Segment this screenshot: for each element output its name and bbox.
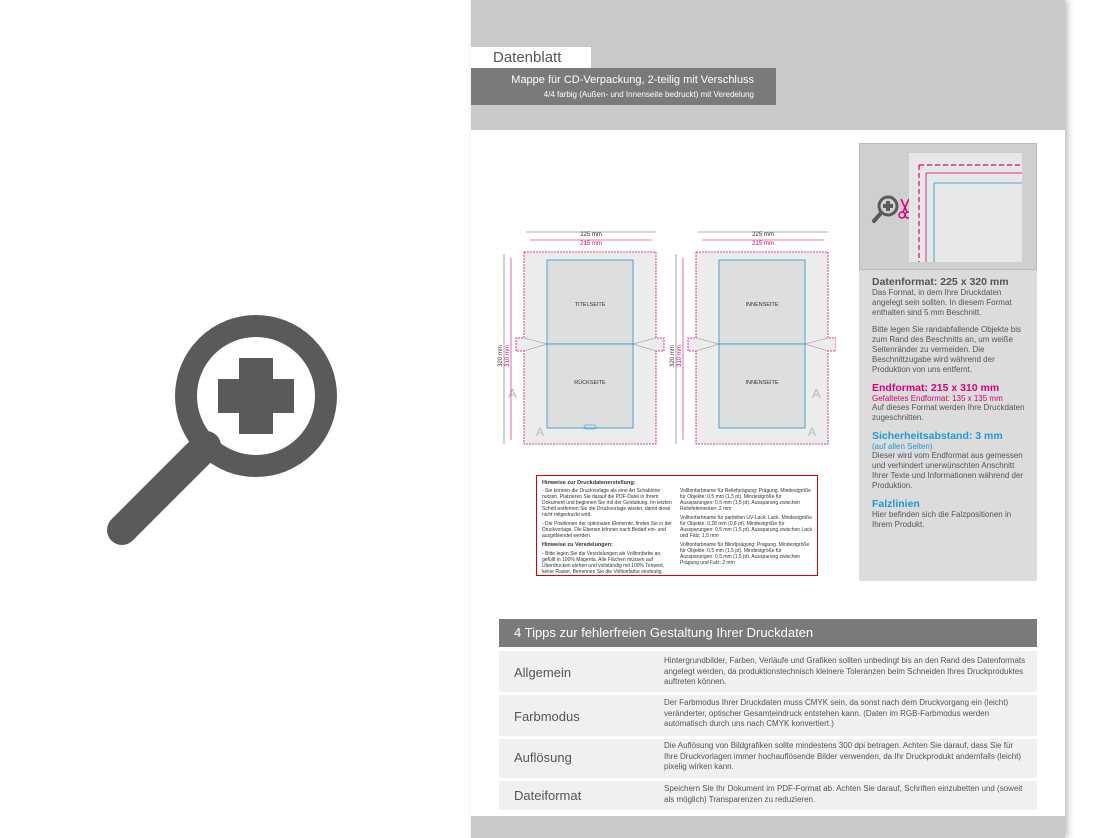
height-inner-label: 310 mm (505, 345, 511, 367)
panel-inside-top-label: INNENSEITE (745, 302, 779, 308)
marker-a-right: A (812, 386, 821, 401)
width-outer-label: 225 mm (752, 232, 774, 238)
tips-heading: 4 Tipps zur fehlerfreien Gestaltung Ihrer Druckdaten (499, 619, 1037, 647)
panel-back-label: RÜCKSEITE (574, 380, 606, 386)
width-inner-label: 215 mm (580, 241, 602, 247)
height-outer-label: 320 mm (670, 345, 676, 367)
panel-title-label: TITELSEITE (574, 302, 606, 308)
tip-row-farbmodus (499, 695, 1037, 736)
notes-heading: Hinweise zur Druckdatenerstellung: (542, 480, 636, 486)
width-inner-label: 215 mm (752, 241, 774, 247)
info-text (859, 270, 1037, 581)
preview-area (859, 143, 1037, 270)
panel-inside-bottom-label: INNENSEITE (745, 380, 779, 386)
notes-line: - Sie können die Druckvorlage als eine Art Schablone nutzen. Platzieren Sie darauf die PDF-Datei in Ihrem Dokument und beginnen Sie mit der Gestaltung. Im letzten Schritt entfernen Sie die Druckvorlage wieder, damit diese nicht mitgedruckt wird. (542, 488, 672, 518)
zoom-in-icon[interactable] (871, 194, 901, 224)
product-title: Mappe für CD-Verpackung, 2-teilig mit Verschluss (511, 74, 754, 86)
sicherheit-title: Sicherheitsabstand: 3 mm (872, 430, 1003, 442)
datenformat-title: Datenformat: 225 x 320 mm (872, 276, 1009, 288)
beschnitt-text: Bitte legen Sie randabfallende Objekte bis zum Rand des Beschnitts an, um weiße Seitenränder zu vermeiden. Die Beschnittzugabe wird während der Produktion von uns entfernt. (872, 325, 1021, 374)
template-diagram (496, 226, 836, 450)
datenformat-text: Das Format, in dem Ihre Druckdaten angelegt sein sollten. In diesem Format enthalten sind 5 mm Beschnitt. (872, 288, 1012, 317)
product-title-band (471, 68, 776, 105)
notes-line: Volltonfarbname für Reliefprägung: Prägung. Mindestgröße für Objekte: 0,5 mm (1,5 pt). Mindestgröße für Aussparungen: 0,5 mm (1,5 pt). Aussparung zwischen Reliefelementen: 2 mm (680, 488, 811, 512)
tip-label: Allgemein (514, 665, 572, 680)
tip-label: Dateiformat (514, 788, 582, 803)
notes-line: - Bitte legen Sie die Veredelungen als Volltonfarbe an, gefüllt in 100% Magenta. Alle Flächen müssen auf Überdrucken stehen und vollständig mit 100% Tonwert, keine Raster. Benennen Sie die Volltonfarbe eindeutig. (542, 551, 665, 575)
tip-text: Speichern Sie Ihr Dokument im PDF-Format ab. Achten Sie darauf, Schriften einzubetten und (soweit als möglich) Transparenzen zu reduzieren. (664, 784, 1023, 804)
zoom-in-icon[interactable] (100, 300, 356, 556)
production-notes (536, 475, 818, 576)
notes-left-column (542, 488, 674, 576)
datasheet-tab: Datenblatt (471, 47, 591, 68)
notes-line: Volltonfarbname für partiellen UV-Lack: Lack. Mindestgröße für Objekte: 0,28 mm (0,8 pt). Mindestgröße für Aussparungen: 0,5 mm (1,5 pt). Aussparung zwischen Lack und Falz: 1,5 mm (680, 515, 813, 539)
falz-title: Falzlinien (872, 498, 920, 510)
sicherheit-subtitle: (auf allen Seiten) (872, 442, 933, 451)
format-preview (909, 153, 1022, 262)
tip-label: Auflösung (514, 750, 572, 765)
height-outer-label: 320 mm (498, 345, 504, 367)
marker-a-right-inner: A (808, 425, 817, 439)
sicherheit-text: Dieser wird vom Endformat aus gemessen und verhindert unerwünschten Anschnitt Ihrer Texte und Informationen während der Produktion. (872, 451, 1024, 490)
notes-right-column (680, 488, 812, 569)
info-panel (859, 143, 1037, 581)
falz-text: Hier befinden sich die Falzpositionen in Ihrem Produkt. (872, 510, 1012, 529)
endformat-text: Auf dieses Format werden Ihre Druckdaten zugeschnitten. (872, 403, 1025, 422)
template-inside (670, 232, 836, 444)
tip-row-dateiformat (499, 781, 1037, 810)
endformat-title: Endformat: 215 x 310 mm (872, 382, 1000, 394)
datasheet-page (471, 0, 1065, 838)
tip-row-aufloesung (499, 739, 1037, 778)
width-outer-label: 225 mm (580, 232, 602, 238)
tip-row-allgemein (499, 651, 1037, 692)
marker-a-left: A (508, 386, 517, 401)
tip-text: Hintergrundbilder, Farben, Verläufe und Grafiken sollten unbedingt bis an den Rand des Datenformats angelegt werden, da produktionstechnisch kleinere Toleranzen beim Schneiden Ihres Druckproduktes auftreten können. (664, 656, 1026, 686)
notes-line: Volltonfarbname für Blindprägung: Prägung. Mindestgröße für Objekte: 0,5 mm (1,5 pt). Mindestgröße für Aussparungen: 0,5 mm (1,5 pt). Aussparung zwischen Prägung und Falz: 2 mm (680, 542, 810, 566)
notes-line: - Die Positionen der optionalen Elemente, finden Sie in der Druckvorlage. Die Ebenen können nach Bedarf ein- und ausgeblendet werden. (542, 521, 672, 539)
height-inner-label: 310 mm (677, 345, 683, 367)
footer-band (471, 816, 1065, 838)
product-subtitle: 4/4 farbig (Außen- und Innenseite bedruckt) mit Veredelung (543, 90, 754, 99)
marker-a-left-inner: A (536, 425, 545, 439)
tip-text: Der Farbmodus Ihrer Druckdaten muss CMYK sein, da sonst nach dem Druckvorgang ein (leicht) veränderter, optischer Gesamteindruck entstehen kann. (Daten im RGB-Farbmodus werden automatisch durch uns nach CMYK konvertiert.) (664, 698, 1009, 728)
endformat-subtitle: Gefaltetes Endformat: 135 x 135 mm (872, 394, 1003, 403)
tip-text: Die Auflösung von Bildgrafiken sollte mindestens 300 dpi betragen. Achten Sie darauf, dass Sie für Ihre Druckvorlagen immer hochauflösende Bilder verwenden, da Ihr Druckprodukt andernfalls (leicht) pixelig wirken kann. (664, 741, 1022, 771)
notes-line: Hinweise zu Veredelungen: (542, 542, 613, 548)
template-outside (498, 232, 664, 444)
tip-label: Farbmodus (514, 709, 580, 724)
